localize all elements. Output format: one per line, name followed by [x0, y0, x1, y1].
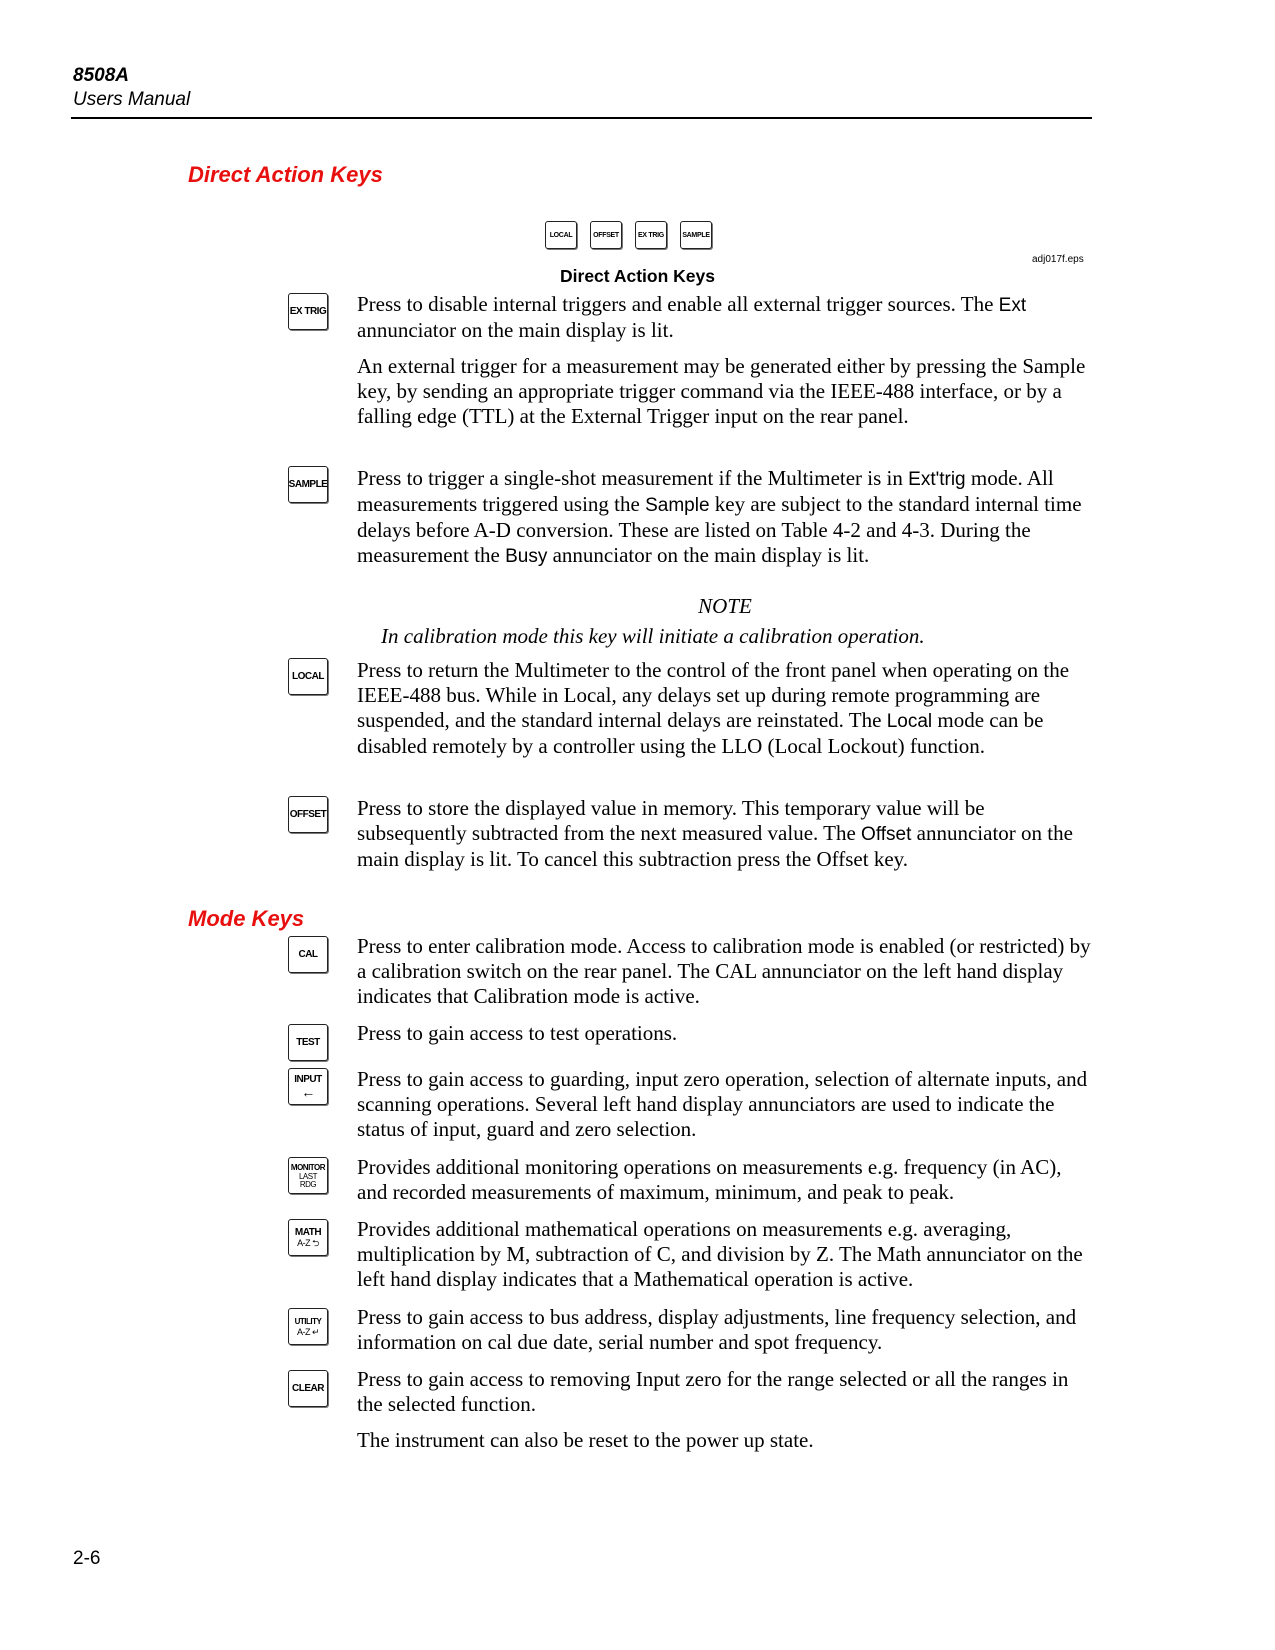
paragraph-cal: Press to enter calibration mode. Access to calibration mode is enabled (or restricted) by a calibration switch on the rear panel. The CAL annunciator on the left hand display indicates that Calibration mode is active. — [357, 934, 1091, 1008]
paragraph-clear-2: The instrument can also be reset to the power up state. — [357, 1428, 814, 1452]
text-offset-annunciator: Offset — [861, 824, 912, 845]
paragraph-math: Provides additional mathematical operations on measurements e.g. averaging, multiplication by M, subtraction of C, and division by Z. The Math annunciator on the left hand display indicates that a Mathematical operation is active. — [357, 1217, 1083, 1291]
text-local-mode: Local — [886, 711, 933, 732]
paragraph-test: Press to gain access to test operations. — [357, 1021, 678, 1045]
section-heading-mode-keys: Mode Keys — [188, 906, 305, 931]
key-icon-offset: OFFSET — [288, 796, 328, 833]
paragraph-sample — [357, 466, 1097, 569]
key-input-label: INPUT — [294, 1074, 322, 1085]
text-extrig-annunciator: Ext — [998, 295, 1027, 316]
header-subtitle: Users Manual — [73, 89, 191, 110]
text-sample-c: mode. All measurements triggered using the — [357, 466, 1054, 516]
text-sample-e: key are subject to the standard internal time delays before A-D conversion. These are listed on Table 4-2 and 4-3. During the measurement the — [357, 492, 1082, 567]
key-icon-math — [288, 1219, 328, 1256]
key-icon-extrig: EX TRIG — [288, 293, 328, 330]
paragraph-offset — [357, 796, 1097, 872]
key-math-sub: A-Z ⮌ — [297, 1238, 319, 1248]
text-extrig-1c: annunciator on the main display is lit. — [357, 318, 674, 342]
key-icon-clear: CLEAR — [288, 1370, 328, 1407]
page-number: 2-6 — [73, 1548, 101, 1569]
key-icon-monitor — [288, 1157, 328, 1194]
figure-filename: adj017f.eps — [1032, 254, 1084, 265]
running-header — [73, 64, 190, 112]
paragraph-input: Press to gain access to guarding, input zero operation, selection of alternate inputs, and scanning operations. Several left hand display annunciators are used to indicate the status of input, guard and zero selection. — [357, 1067, 1088, 1141]
paragraph-local — [357, 658, 1097, 759]
paragraph-monitor: Provides additional monitoring operations on measurements e.g. frequency (in AC), and recorded measurements of maximum, minimum, and peak to peak. — [357, 1155, 1062, 1204]
key-icon-local: LOCAL — [288, 658, 328, 695]
figure-key-local: LOCAL — [545, 221, 577, 249]
figure-direct-action-keys — [0, 221, 1275, 251]
paragraph-extrig — [357, 292, 1097, 343]
header-rule — [71, 117, 1092, 119]
key-utility-sub: A-Z ↵ — [296, 1326, 320, 1337]
key-icon-cal: CAL — [288, 936, 328, 973]
text-sample-busy: Busy — [505, 546, 548, 567]
text-offset-a: Press to store the displayed value in memory. This temporary value will be subsequently subtracted from the next measured value. The — [357, 796, 985, 845]
note-heading: NOTE — [698, 594, 752, 618]
header-model: 8508A — [73, 65, 129, 86]
key-icon-utility — [288, 1308, 328, 1345]
paragraph-extrig-2: An external trigger for a measurement may be generated either by pressing the Sample key, by sending an appropriate trigger command via the IEEE-488 interface, or by a falling edge (TTL) at the External Trigger input on the rear panel. — [357, 354, 1086, 428]
paragraph-clear: Press to gain access to removing Input zero for the range selected or all the ranges in the selected function. — [357, 1367, 1069, 1416]
key-math-label: MATH — [294, 1227, 322, 1238]
text-extrig-1a: Press to disable internal triggers and enable all external trigger sources. The — [357, 292, 999, 316]
key-icon-test: TEST — [288, 1024, 328, 1061]
text-local-c: mode can be disabled remotely by a controller using the LLO (Local Lockout) function. — [357, 708, 1044, 758]
key-icon-input — [288, 1068, 328, 1105]
text-local-a: Press to return the Multimeter to the control of the front panel when operating on the IEEE-488 bus. While in Local, any delays set up during remote programming are suspended, and the standard internal delays are reinstated. The — [357, 658, 1070, 732]
text-sample-a: Press to trigger a single-shot measurement if the Multimeter is in — [357, 466, 909, 490]
key-monitor-sub: LAST RDG — [298, 1171, 317, 1189]
figure-key-sample: SAMPLE — [680, 221, 712, 249]
note-text: In calibration mode this key will initiate a calibration operation. — [381, 624, 925, 648]
text-offset-c: annunciator on the main display is lit. To cancel this subtraction press the Offset key. — [357, 821, 1073, 871]
text-sample-exttrig: Ext'trig — [908, 469, 966, 490]
text-sample-key: Sample — [645, 495, 710, 516]
text-sample-g: annunciator on the main display is lit. — [547, 543, 870, 567]
left-arrow-icon: ← — [301, 1084, 315, 1100]
key-utility-label: UTILITY — [294, 1316, 322, 1326]
key-monitor-label: MONITOR — [290, 1162, 326, 1172]
figure-key-offset: OFFSET — [590, 221, 622, 249]
figure-caption: Direct Action Keys — [560, 266, 715, 286]
key-icon-sample: SAMPLE — [288, 466, 328, 503]
section-heading-direct-action-keys: Direct Action Keys — [188, 162, 383, 187]
figure-key-extrig: EX TRIG — [635, 221, 667, 249]
paragraph-utility: Press to gain access to bus address, display adjustments, line frequency selection, and information on cal due date, serial number and spot frequency. — [357, 1305, 1077, 1354]
